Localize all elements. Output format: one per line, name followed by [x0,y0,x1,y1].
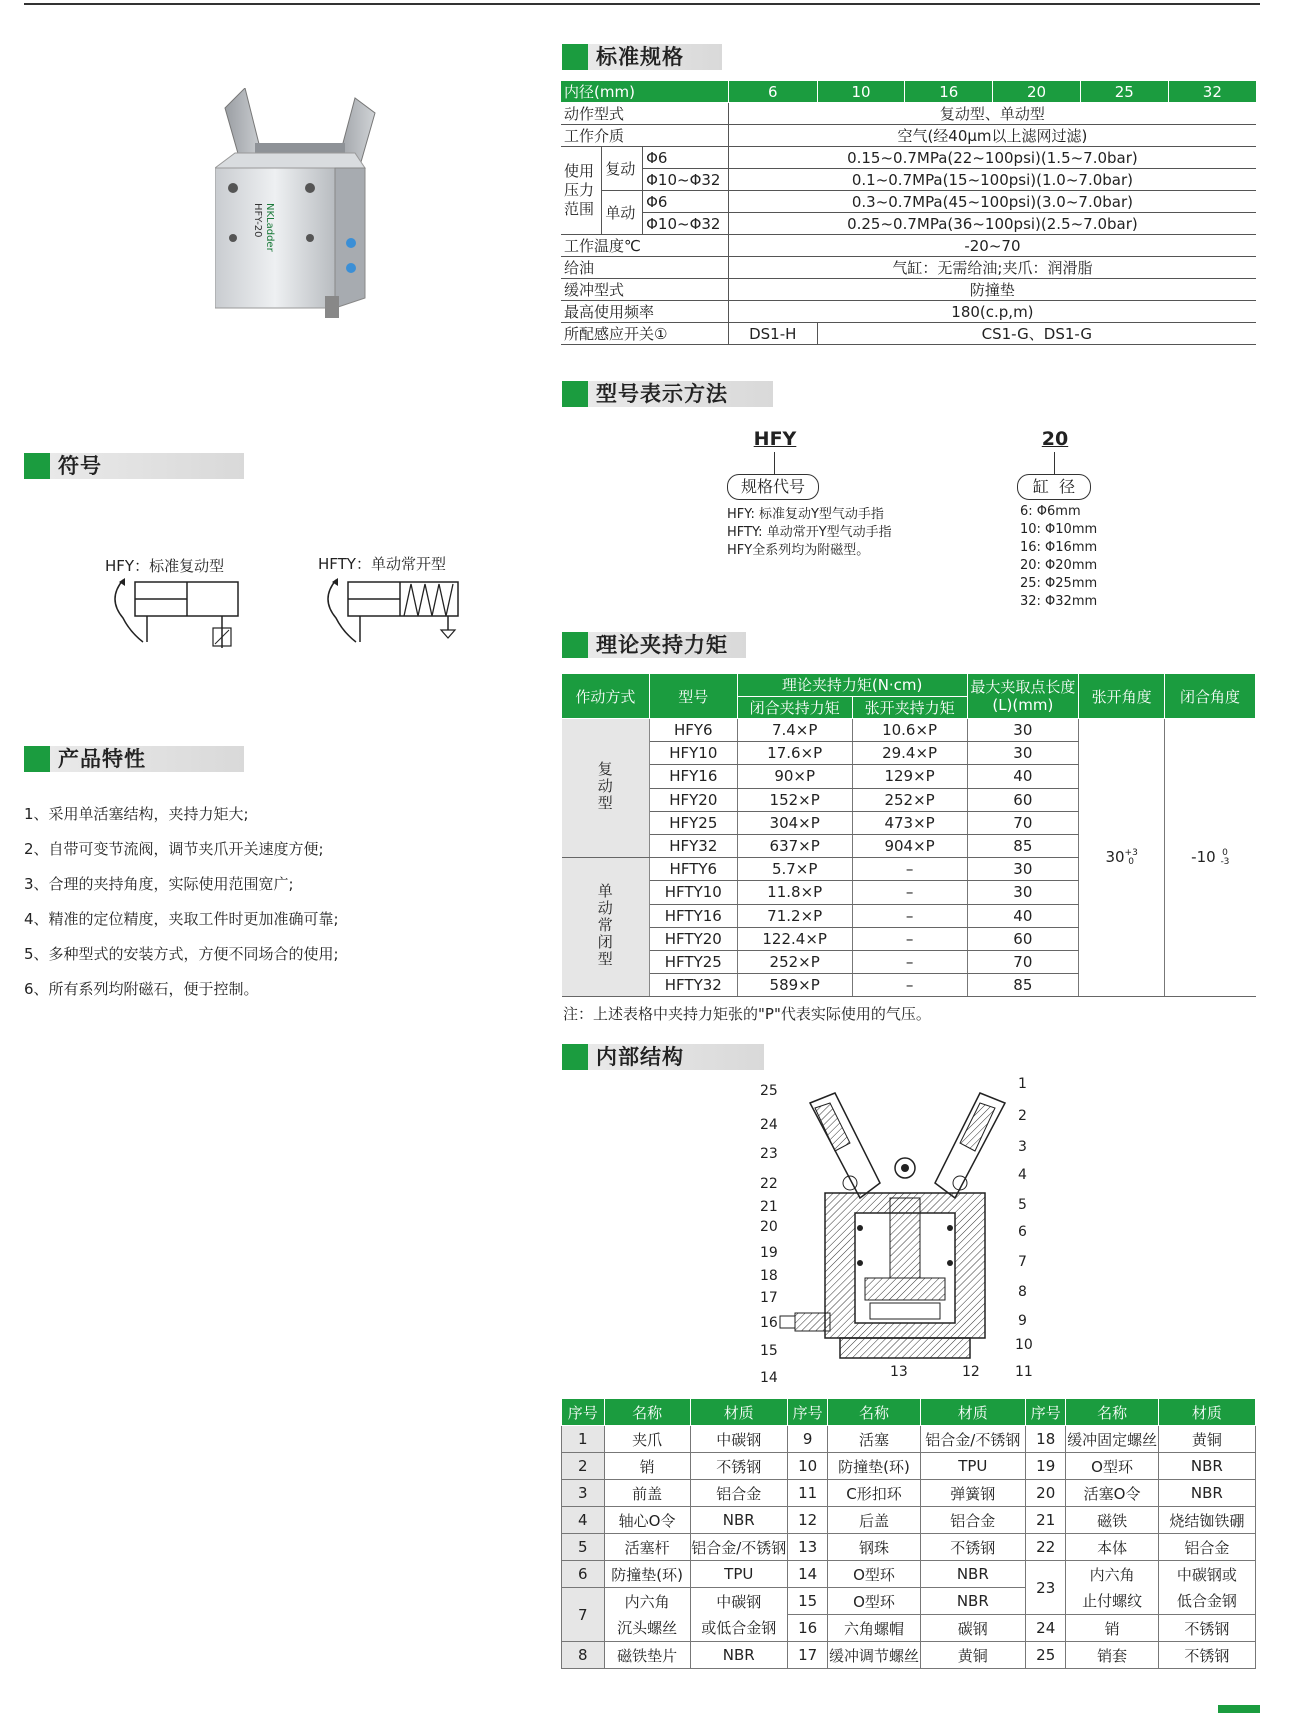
callout-24: 24 [760,1117,778,1133]
feature-4: 4、精准的定位精度，夹取工件时更加准确可靠; [24,910,339,928]
callout-18: 18 [760,1268,778,1284]
callout-16: 16 [760,1315,778,1331]
callout-12: 12 [962,1364,980,1380]
section-structure: 内部结构 [562,1044,764,1070]
callout-20: 20 [760,1219,778,1235]
callout-10: 10 [1015,1337,1033,1353]
corner-tab [1218,1705,1260,1713]
callout-1: 1 [1018,1076,1027,1092]
callout-4: 4 [1018,1167,1027,1183]
section-features: 产品特性 [24,746,244,772]
section-symbol: 符号 [24,453,244,479]
callout-21: 21 [760,1199,778,1215]
parts-table: 序号 名称 材质 序号 名称 材质 序号 名称 材质 1 夹爪 中碳钢 9 活塞 铝合金/不锈钢 18 缓冲固定螺丝 黄铜 2 销 不锈钢 10 防撞垫(环) TPU 19 O型环 NBR 3 前盖 铝合金 11 C形扣环 弹簧钢 20 活塞O令 NBR 4 轴心O令 NBR 12 后盖 铝合金 21 磁铁 烧结铷铁硼 5 活塞杆 铝合金/不锈钢 13 钢珠 不锈钢 22 本体 铝合金 6 防撞垫(环) TPU 14 O型环 NBR 23 内六角 止付螺纹 中碳钢或 低合金钢 7 内六角 沉头螺丝 中碳钢 或低合金钢 15 O型环 NBR 16 六角螺帽 碳钢 24 销 不锈钢 8 磁铁垫片 NBR 17 缓冲调节螺丝 黄铜 25 销套 不锈钢 [561,1398,1256,1669]
callout-15: 15 [760,1343,778,1359]
feature-3: 3、合理的夹持角度，实际使用范围宽广; [24,875,294,893]
structure-diagram [755,1073,1055,1383]
open-angle: 30 +3 0 [1079,719,1165,997]
callout-14: 14 [760,1370,778,1386]
product-photo [215,88,395,358]
torque-note: 注：上述表格中夹持力矩张的"P"代表实际使用的气压。 [563,1005,931,1023]
feature-6: 6、所有系列均附磁石，便于控制。 [24,980,259,998]
callout-25: 25 [760,1083,778,1099]
callout-13: 13 [890,1364,908,1380]
callout-11: 11 [1015,1364,1033,1380]
symbol-hfy-diagram [105,578,245,658]
close-angle: -10 0 -3 [1165,719,1256,997]
model-code-stem [774,452,775,474]
callout-2: 2 [1018,1108,1027,1124]
model-bore: 20 [1041,428,1069,450]
torque-group-single: 单动常闭型 [595,882,614,968]
callout-22: 22 [760,1176,778,1192]
spec-table: 内径(mm) 6 10 16 20 25 32 动作型式 复动型、单动型 工作介质 空气(经40μm以上滤网过滤) 使用压力范围 复动 Φ6 0.15~0.7MPa(22~100psi)(1.5~7.0bar) Φ10~Φ32 0.1~0.7MPa(15~100psi)(1.0~7.0bar) 单动 Φ6 0.3~0.7MPa(45~100psi)(3.0~7.0bar) Φ10~Φ32 0.25~0.7MPa(36~100psi)(2.5~7.0bar) 工作温度℃ -20~70 给油 气缸：无需给油;夹爪：润滑脂 缓冲型式 防撞垫 最高使用频率 180(c.p,m) 所配感应开关① DS1-H CS1-G、DS1-G [561,81,1256,345]
top-rule [24,3,1260,5]
callout-7: 7 [1018,1254,1027,1270]
callout-19: 19 [760,1245,778,1261]
callout-9: 9 [1018,1313,1027,1329]
photo-model: HFY-20 [252,203,263,238]
torque-group-double: 复动型 [595,760,614,812]
callout-5: 5 [1018,1197,1027,1213]
callout-3: 3 [1018,1139,1027,1155]
symbol-hfy-label: HFY：标准复动型 [105,557,225,575]
callout-6: 6 [1018,1224,1027,1240]
torque-table: 作动方式 型号 理论夹持力矩(N·cm) 最大夹取点长度(L)(mm) 张开角度 闭合角度 闭合夹持力矩 张开夹持力矩 复动型 HFY6 7.4×P 10.6×P 30 30 +3 0 -10 0 -3 HFY10 17.6×P 29.4×P 30 HFY16 90×P 129×P 40 HFY20 152×P 252×P 60 HFY25 304×P 473×P 70 HFY32 637×P 904×P 85 单动常闭型 HFTY6 5.7×P – 30 HFTY10 11.8×P – 30 HFTY16 71.2×P – 40 HFTY20 122.4×P – 60 HFTY25 252×P – 70 HFTY32 589×P – 85 [561,673,1256,997]
section-model: 型号表示方法 [562,381,773,407]
section-spec: 标准规格 [562,44,722,70]
feature-5: 5、多种型式的安装方式，方便不同场合的使用; [24,945,339,963]
callout-23: 23 [760,1146,778,1162]
model-code-notes: HFY: 标准复动Y型气动手指 HFTY: 单动常开Y型气动手指 HFY全系列均为附磁型。 [727,507,892,558]
callout-17: 17 [760,1290,778,1306]
section-torque: 理论夹持力矩 [562,632,746,658]
model-code: HFY [753,428,797,450]
model-code-label: 规格代号 [727,474,819,500]
photo-brand: NKLadder [264,203,275,252]
feature-2: 2、自带可变节流阀，调节夹爪开关速度方便; [24,840,324,858]
model-bore-notes: 6: Φ6mm 10: Φ10mm 16: Φ16mm 20: Φ20mm 25: Φ25mm 32: Φ32mm [1020,504,1098,609]
feature-1: 1、采用单活塞结构，夹持力矩大; [24,805,249,823]
symbol-hfty-diagram [318,578,468,658]
model-bore-stem [1054,452,1055,474]
callout-8: 8 [1018,1284,1027,1300]
symbol-hfty-label: HFTY：单动常开型 [318,555,446,573]
model-bore-label: 缸 径 [1017,474,1091,500]
